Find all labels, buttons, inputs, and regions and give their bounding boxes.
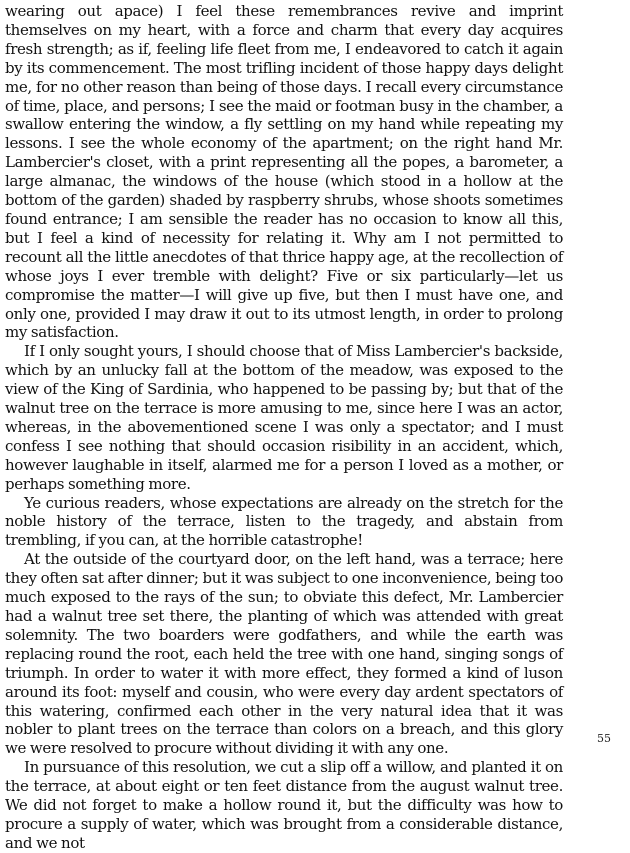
paragraph: Ye curious readers, whose expectations are already on the stretch for the noble history of the terrace, listen to the tragedy, and abstain from trembling, if you can, at the horrible catastrophe! bbox=[5, 493, 563, 550]
paragraph: If I only sought yours, I should choose that of Miss Lambercier's backside, which by an unlucky fall at the bottom of the meadow, was exposed to the view of the King of Sardinia, who happened to be passing by; but that of the walnut tree on the terrace is more amusing to me, since here I was an actor, whereas, in the abovementioned scene I was only a spectator; and I must confess I see nothing that should occasion risibility in an accident, which, however laughable in itself, alarmed me for a person I loved as a mother, or perhaps something more. bbox=[5, 342, 563, 493]
paragraph: In pursuance of this resolution, we cut a slip off a willow, and planted it on the terrace, at about eight or ten feet distance from the august walnut tree. We did not forget to make a hollow round it, but the difficulty was how to procure a supply of water, which was brought from a considerable distance, and we not bbox=[5, 758, 563, 852]
paragraph: wearing out apace) I feel these remembrances revive and imprint themselves on my heart, with a force and charm that every day acquires fresh strength; as if, feeling life fleet from me, I endeavored to catch it again by its commencement. The most trifling incident of those happy days delight me, for no other reason than being of those days. I recall every circumstance of time, place, and persons; I see the maid or footman busy in the chamber, a swallow entering the window, a fly settling on my hand while repeating my lessons. I see the whole economy of the apartment; on the right hand Mr. Lambercier's closet, with a print representing all the popes, a barometer, a large almanac, the windows of the house (which stood in a hollow at the bottom of the garden) shaded by raspberry shrubs, whose shoots sometimes found entrance; I am sensible the reader has no occasion to know all this, but I feel a kind of necessity for relating it. Why am I not permitted to recount all the little anecdotes of that thrice happy age, at the recollection of whose joys I ever tremble with delight? Five or six particularly—let us compromise the matter—I will give up five, but then I must have one, and only one, provided I may draw it out to its utmost length, in order to prolong my satisfaction. bbox=[5, 2, 563, 342]
page-number: 55 bbox=[597, 732, 611, 745]
page-body bbox=[5, 2, 563, 853]
paragraph: At the outside of the courtyard door, on the left hand, was a terrace; here they often sat after dinner; but it was subject to one inconvenience, being too much exposed to the rays of the sun; to obviate this defect, Mr. Lambercier had a walnut tree set there, the planting of which was attended with great solemnity. The two boarders were godfathers, and while the earth was replacing round the root, each held the tree with one hand, singing songs of triumph. In order to water it with more effect, they formed a kind of luson around its foot: myself and cousin, who were every day ardent spectators of this watering, confirmed each other in the very natural idea that it was nobler to plant trees on the terrace than colors on a breach, and this glory we were resolved to procure without dividing it with any one. bbox=[5, 550, 563, 758]
